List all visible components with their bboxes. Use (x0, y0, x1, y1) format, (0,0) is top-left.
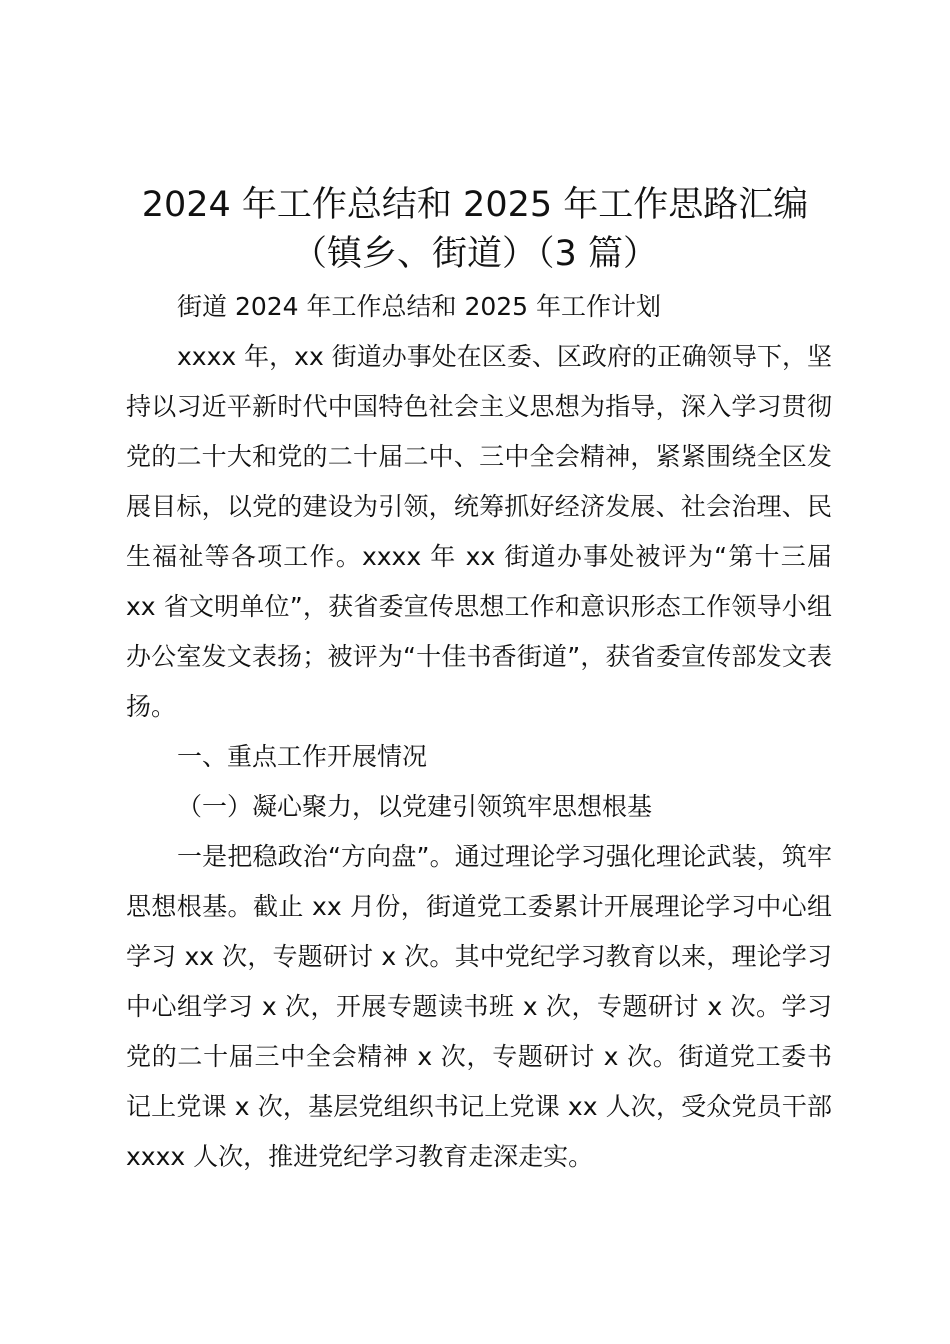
subsection-heading: （一）凝心聚力，以党建引领筑牢思想根基 (177, 792, 653, 821)
document-title-line-2: （镇乡、街道）（3 篇） (292, 234, 658, 274)
document-body (126, 282, 832, 1182)
section-heading: 街道 2024 年工作总结和 2025 年工作计划 (177, 292, 662, 321)
body-paragraph: 一是把稳政治“方向盘”。通过理论学习强化理论武装，筑牢思想根基。截止 xx 月份，街道党工委累计开展理论学习中心组学习 xx 次，专题研讨 x 次。其中党纪学习教育以来，理论学习中心组学习 x 次，开展专题读书班 x 次，专题研讨 x 次。学习党的二十届三中全会精神 x 次，专题研讨 x 次。街道党工委书记上党课 x 次，基层党组织书记上党课 xx 人次，受众党员干部 xxxx 人次，推进党纪学习教育走深走实。 (126, 842, 832, 1171)
body-paragraph: xxxx 年，xx 街道办事处在区委、区政府的正确领导下，坚持以习近平新时代中国特色社会主义思想为指导，深入学习贯彻党的二十大和党的二十届二中、三中全会精神，紧紧围绕全区发展目标，以党的建设为引领，统筹抓好经济发展、社会治理、民生福祉等各项工作。xxxx 年 xx 街道办事处被评为“第十三届 xx 省文明单位”，获省委宣传思想工作和意识形态工作领导小组办公室发文表扬；被评为“十佳书香街道”，获省委宣传部发文表扬。 (126, 342, 832, 721)
section-heading: 一、重点工作开展情况 (177, 742, 428, 771)
document-title-line-1: 2024 年工作总结和 2025 年工作思路汇编 (141, 185, 809, 225)
